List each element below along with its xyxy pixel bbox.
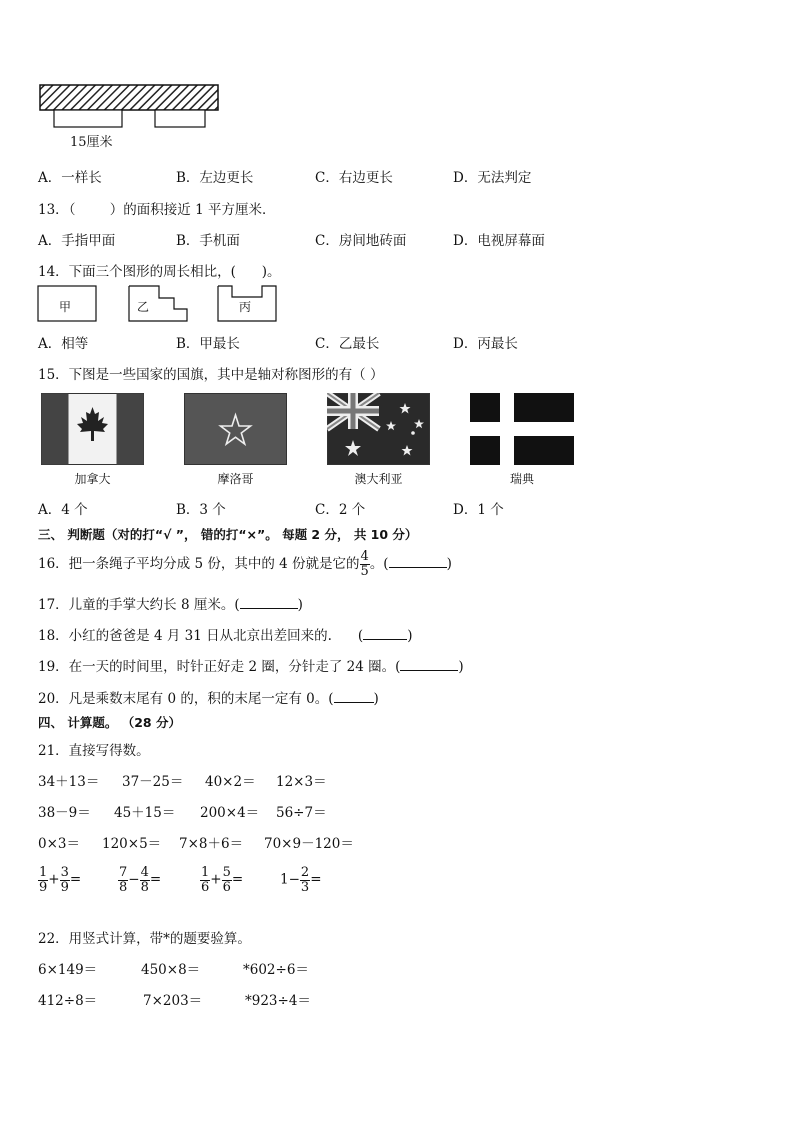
equals: = bbox=[149, 871, 162, 888]
q16-answer-blank bbox=[389, 555, 447, 568]
numerator: 1 bbox=[39, 865, 48, 880]
numerator: 1 bbox=[201, 865, 210, 880]
q19-answer-blank bbox=[400, 658, 458, 671]
q12-option-a: A．一样长 bbox=[38, 170, 102, 186]
q18-question bbox=[38, 624, 412, 644]
q21-r2-item: 38－9＝ bbox=[38, 805, 91, 821]
flag-caption-australia: 澳大利亚 bbox=[354, 472, 403, 486]
q21-r2-item: 56÷7＝ bbox=[276, 805, 327, 821]
operator: + bbox=[48, 871, 60, 888]
section-4-heading: 四、 计算题。 （28 分） bbox=[38, 715, 181, 730]
operator: + bbox=[210, 871, 222, 888]
q13-option-b: B．手机面 bbox=[176, 233, 240, 249]
q16-close: ) bbox=[446, 556, 452, 572]
equals: = bbox=[231, 871, 244, 888]
q12-option-c: C．右边更长 bbox=[315, 170, 393, 186]
q22-question: 22．用竖式计算，带*的题要验算。 bbox=[38, 931, 251, 947]
q21-r3-item: 70×9－120＝ bbox=[264, 836, 354, 852]
q19-text: 19．在一天的时间里，时针正好走 2 圈，分针走了 24 圈。( bbox=[38, 659, 401, 675]
q16-fraction bbox=[360, 550, 370, 578]
denominator: 8 bbox=[119, 879, 128, 895]
q21-fraction-1 bbox=[38, 866, 81, 894]
q17-question bbox=[38, 593, 303, 613]
q21-r1-item: 40×2＝ bbox=[205, 774, 256, 790]
q18-close: ) bbox=[407, 628, 413, 644]
q14-option-c: C．乙最长 bbox=[315, 336, 380, 352]
q22-r1-item: *602÷6＝ bbox=[243, 962, 309, 978]
q18-text: 18．小红的爸爸是 4 月 31 日从北京出差回来的. bbox=[38, 628, 332, 644]
equals: = bbox=[310, 871, 322, 888]
q17-close: ) bbox=[297, 597, 303, 613]
q20-answer-blank bbox=[334, 690, 374, 703]
q15-option-a: A．4 个 bbox=[38, 502, 88, 518]
flag-australia bbox=[327, 393, 430, 465]
flag-caption-canada: 加拿大 bbox=[74, 472, 111, 486]
q22-r1-item: 450×8＝ bbox=[141, 962, 201, 978]
flag-canada bbox=[41, 393, 144, 465]
flag-caption-morocco: 摩洛哥 bbox=[217, 472, 254, 486]
numerator: 7 bbox=[119, 865, 128, 880]
q13-paren: （ ） bbox=[68, 202, 124, 218]
q14-option-b: B．甲最长 bbox=[176, 336, 240, 352]
q18-answer-blank bbox=[363, 627, 407, 640]
q17-answer-blank bbox=[240, 596, 298, 609]
ruler-label: 15厘米 bbox=[70, 135, 113, 150]
q21-r2-item: 200×4＝ bbox=[200, 805, 260, 821]
q12-option-b: B．左边更长 bbox=[176, 170, 254, 186]
q21-r3-item: 0×3＝ bbox=[38, 836, 80, 852]
q21-question: 21．直接写得数。 bbox=[38, 743, 150, 759]
q21-r1-item: 34＋13＝ bbox=[38, 774, 100, 790]
ruler-figure bbox=[38, 82, 222, 132]
q21-r1-item: 37－25＝ bbox=[122, 774, 184, 790]
denominator: 9 bbox=[39, 879, 48, 895]
q13-option-c: C．房间地砖面 bbox=[315, 233, 407, 249]
q18-open: ( bbox=[357, 628, 364, 644]
q15-option-c: C．2 个 bbox=[315, 502, 366, 518]
equals: = bbox=[69, 871, 82, 888]
q16-suffix: 。( bbox=[369, 556, 389, 572]
q16-fraction-denominator: 5 bbox=[360, 564, 369, 579]
numerator: 2 bbox=[300, 865, 310, 880]
q17-text: 17．儿童的手掌大约长 8 厘米。( bbox=[38, 597, 240, 613]
q22-r1-item: 6×149＝ bbox=[38, 962, 98, 978]
numerator: 5 bbox=[222, 865, 231, 880]
q13-text: 的面积接近 1 平方厘米． bbox=[123, 202, 276, 218]
q14-option-a: A．相等 bbox=[38, 336, 89, 352]
q13-question bbox=[38, 198, 275, 218]
q20-close: ) bbox=[373, 691, 379, 707]
denominator: 3 bbox=[300, 879, 310, 895]
flag-morocco bbox=[184, 393, 287, 465]
prefix: 1− bbox=[280, 871, 300, 888]
q22-r2-item: 7×203＝ bbox=[143, 993, 203, 1009]
q13-option-a: A．手指甲面 bbox=[38, 233, 116, 249]
denominator: 8 bbox=[140, 879, 149, 895]
q16-prefix: 16．把一条绳子平均分成 5 份，其中的 4 份就是它的 bbox=[38, 556, 360, 572]
q13-option-d: D．电视屏幕面 bbox=[453, 233, 545, 249]
q21-r3-item: 120×5＝ bbox=[102, 836, 162, 852]
shape-label-jia: 甲 bbox=[59, 300, 72, 314]
q12-option-d: D．无法判定 bbox=[453, 170, 532, 186]
denominator: 6 bbox=[222, 879, 231, 895]
flag-sweden bbox=[470, 393, 574, 465]
q22-r2-item: 412÷8＝ bbox=[38, 993, 98, 1009]
q20-question bbox=[38, 687, 379, 707]
q16-question bbox=[38, 548, 452, 580]
q21-fraction-4 bbox=[280, 866, 322, 894]
q21-r1-item: 12×3＝ bbox=[276, 774, 327, 790]
shape-label-yi: 乙 bbox=[137, 300, 150, 314]
q21-fraction-2 bbox=[118, 866, 161, 894]
q22-r2-item: *923÷4＝ bbox=[245, 993, 311, 1009]
numerator: 3 bbox=[60, 865, 69, 880]
q19-close: ) bbox=[458, 659, 464, 675]
section-3-heading: 三、 判断题（对的打“√ ”， 错的打“×”。 每题 2 分， 共 10 分） bbox=[38, 527, 418, 542]
denominator: 6 bbox=[201, 879, 210, 895]
q14-question: 14．下面三个图形的周长相比，( )。 bbox=[38, 264, 281, 280]
q21-fraction-3 bbox=[200, 866, 243, 894]
numerator: 4 bbox=[140, 865, 149, 880]
q14-option-d: D．丙最长 bbox=[453, 336, 518, 352]
q21-r3-item: 7×8＋6＝ bbox=[179, 836, 244, 852]
q15-question: 15．下图是一些国家的国旗，其中是轴对称图形的有（ ） bbox=[38, 367, 384, 383]
shape-label-bing: 丙 bbox=[239, 300, 252, 314]
q21-r2-item: 45＋15＝ bbox=[114, 805, 176, 821]
q19-question bbox=[38, 655, 464, 675]
flag-caption-sweden: 瑞典 bbox=[509, 472, 534, 486]
q15-option-d: D．1 个 bbox=[453, 502, 504, 518]
q16-fraction-numerator: 4 bbox=[360, 549, 369, 565]
denominator: 9 bbox=[60, 879, 69, 895]
q13-number: 13． bbox=[38, 202, 69, 218]
q15-option-b: B．3 个 bbox=[176, 502, 226, 518]
q20-text: 20．凡是乘数末尾有 0 的，积的末尾一定有 0。( bbox=[38, 691, 334, 707]
operator: − bbox=[128, 871, 140, 888]
